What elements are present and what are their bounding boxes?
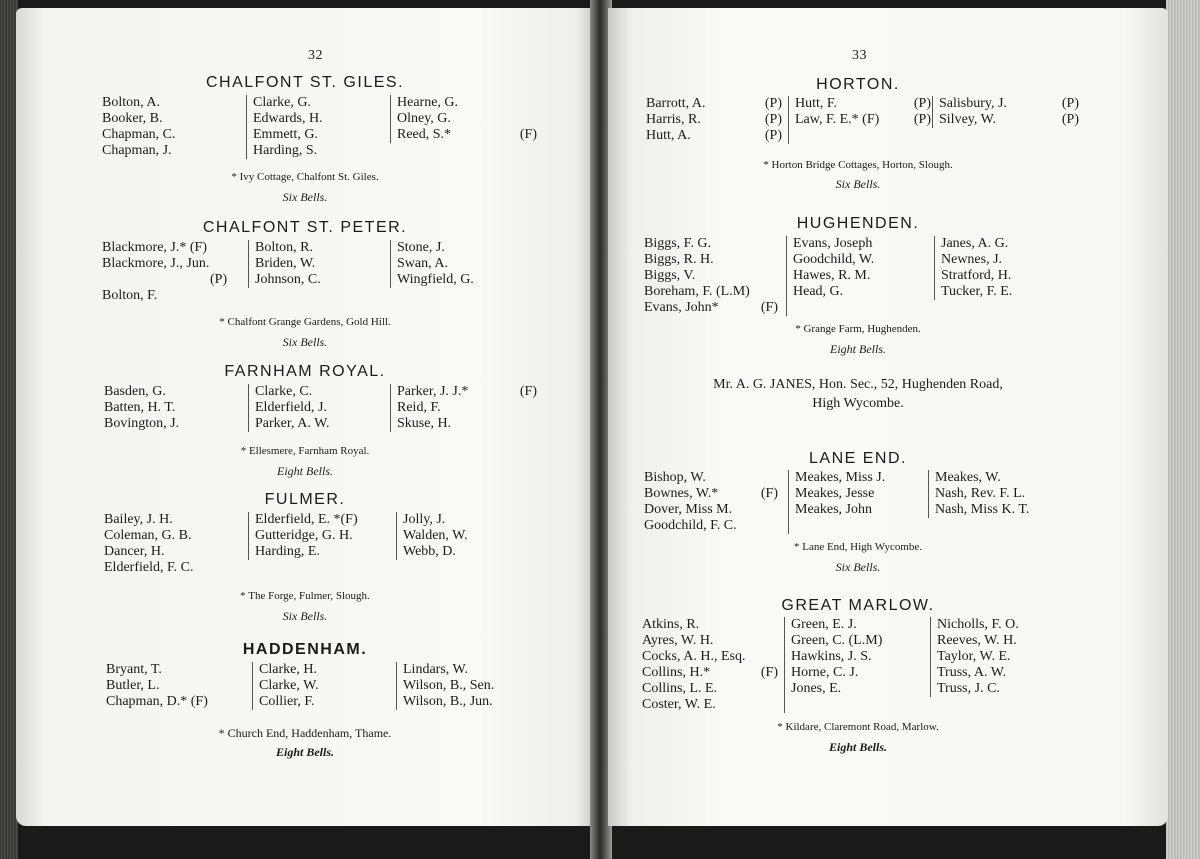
- column-1: [642, 617, 778, 713]
- list-item: Reid, F.: [397, 400, 441, 415]
- footnote: * Ellesmere, Farnham Royal.: [240, 445, 370, 457]
- list-item: Wilson, B., Jun.: [403, 694, 493, 709]
- list-item: Basden, G.: [104, 384, 166, 399]
- section-title: HADDENHAM.: [242, 641, 368, 658]
- list-item: Head, G.: [793, 284, 844, 299]
- list-item: Walden, W.: [403, 528, 468, 543]
- list-item: Horne, C. J.: [791, 665, 859, 680]
- column-1: [102, 95, 176, 159]
- section-title: FARNHAM ROYAL.: [224, 363, 386, 380]
- list-item: Ayres, W. H.: [642, 633, 714, 648]
- hon-sec-notice: [608, 375, 1108, 413]
- list-item: Parker, J. J.* (F): [397, 384, 537, 399]
- column-2: [784, 617, 882, 713]
- list-item: Collins, H.* (F): [642, 665, 778, 680]
- column-3: [930, 617, 1019, 697]
- list-item: Batten, H. T.: [104, 400, 176, 415]
- list-item: Coleman, G. B.: [104, 528, 192, 543]
- list-item: Edwards, H.: [253, 111, 323, 126]
- footnote: * Church End, Haddenham, Thame.: [218, 726, 392, 740]
- list-item: Taylor, W. E.: [937, 649, 1011, 664]
- list-item: Meakes, John: [795, 502, 872, 517]
- bells-count: Eight Bells.: [828, 740, 887, 754]
- section-haddenham: [16, 641, 594, 759]
- section-title: GREAT MARLOW.: [781, 597, 935, 614]
- footnote: * The Forge, Fulmer, Slough.: [240, 590, 370, 602]
- list-item: Olney, G.: [397, 111, 451, 126]
- list-item: Newnes, J.: [941, 252, 1003, 267]
- hon-sec-line-2: High Wycombe.: [812, 396, 904, 411]
- list-item: Swan, A.: [397, 256, 448, 271]
- list-item: Elderfield, E. *(F): [255, 512, 358, 527]
- list-item: Bovington, J.: [104, 416, 180, 431]
- list-item: Janes, A. G.: [941, 236, 1009, 251]
- list-item: Evans, John* (F): [644, 300, 778, 315]
- page-number: 32: [308, 48, 323, 63]
- footnote: * Chalfont Grange Gardens, Gold Hill.: [219, 316, 391, 328]
- section-great-marlow: [608, 597, 1108, 754]
- list-item: Stone, J.: [397, 240, 445, 255]
- section-chalfont-st-giles: [16, 74, 594, 204]
- list-item: Wilson, B., Sen.: [403, 678, 495, 693]
- list-item: Hearne, G.: [397, 95, 459, 110]
- column-1: [104, 512, 193, 576]
- list-item: Blackmore, J., Jun.: [102, 256, 210, 271]
- column-2: [248, 384, 330, 432]
- list-item: Emmett, G.: [253, 127, 318, 142]
- section-title: HUGHENDEN.: [796, 215, 920, 232]
- list-item: Skuse, H.: [397, 416, 452, 431]
- list-item: Tucker, F. E.: [941, 284, 1013, 299]
- column-2: [246, 95, 323, 159]
- column-1: [646, 96, 782, 144]
- column-3: [396, 512, 468, 560]
- list-item: Nash, Rev. F. L.: [935, 486, 1026, 501]
- list-item: Webb, D.: [403, 544, 456, 559]
- section-title: FULMER.: [264, 491, 346, 508]
- list-item: Meakes, W.: [935, 470, 1001, 485]
- list-item: Meakes, Miss J.: [795, 470, 886, 485]
- list-item: Stratford, H.: [941, 268, 1012, 283]
- column-3: [390, 384, 537, 432]
- list-item: Bownes, W.* (F): [644, 486, 778, 501]
- column-2: [248, 512, 358, 560]
- list-item: (P): [210, 272, 228, 287]
- list-item: Truss, J. C.: [937, 681, 1000, 696]
- bells-count: Six Bells.: [282, 335, 328, 349]
- list-item: Biggs, V.: [644, 268, 696, 283]
- bells-count: Six Bells.: [835, 177, 881, 191]
- column-2: [786, 236, 933, 316]
- footnote: * Ivy Cottage, Chalfont St. Giles.: [231, 171, 379, 183]
- bells-count: Six Bells.: [282, 609, 328, 623]
- list-item: Hawkins, J. S.: [791, 649, 872, 664]
- list-item: Chapman, D.* (F): [106, 694, 208, 709]
- list-item: Boreham, F. (L.M): [644, 284, 750, 299]
- column-2: [252, 662, 319, 710]
- list-item: Hutt, F. (P): [795, 96, 931, 111]
- list-item: Reeves, W. H.: [937, 633, 1017, 648]
- column-3: [390, 95, 537, 143]
- column-1: [102, 240, 227, 304]
- list-item: Reed, S.* (F): [397, 127, 537, 142]
- section-title: CHALFONT ST. PETER.: [202, 219, 408, 236]
- right-page: [608, 8, 1168, 826]
- section-title: CHALFONT ST. GILES.: [205, 74, 405, 91]
- list-item: Silvey, W. (P): [939, 112, 1079, 127]
- list-item: Salisbury, J. (P): [939, 96, 1079, 111]
- bells-count: Six Bells.: [282, 190, 328, 204]
- list-item: Hutt, A. (P): [646, 128, 782, 143]
- column-3: [396, 662, 494, 710]
- list-item: Green, E. J.: [791, 617, 857, 632]
- list-item: Chapman, C.: [102, 127, 176, 142]
- list-item: Bryant, T.: [106, 662, 162, 677]
- bells-count: Eight Bells.: [275, 745, 334, 759]
- list-item: Elderfield, J.: [255, 400, 327, 415]
- list-item: Bolton, A.: [102, 95, 160, 110]
- page-number: 33: [852, 48, 867, 63]
- page-edges-right: [1166, 0, 1200, 859]
- list-item: Elderfield, F. C.: [104, 560, 194, 575]
- list-item: Lindars, W.: [403, 662, 468, 677]
- section-hughenden: [608, 215, 1108, 356]
- list-item: Biggs, R. H.: [644, 252, 714, 267]
- list-item: Green, C. (L.M): [791, 633, 883, 648]
- list-item: Gutteridge, G. H.: [255, 528, 353, 543]
- list-item: Jolly, J.: [403, 512, 446, 527]
- list-item: Briden, W.: [255, 256, 316, 271]
- column-2: [248, 240, 321, 288]
- list-item: Cocks, A. H., Esq.: [642, 649, 746, 664]
- list-item: Clarke, W.: [259, 678, 319, 693]
- list-item: Chapman, J.: [102, 143, 172, 158]
- section-title: LANE END.: [809, 450, 907, 467]
- hon-sec-line-1: Mr. A. G. JANES, Hon. Sec., 52, Hughenden Road,: [713, 377, 1003, 392]
- column-1: [106, 662, 208, 710]
- list-item: Collins, L. E.: [642, 681, 718, 696]
- list-item: Goodchild, F. C.: [644, 518, 737, 533]
- list-item: Dover, Miss M.: [644, 502, 733, 517]
- bells-count: Eight Bells.: [277, 464, 333, 478]
- section-title: HORTON.: [816, 76, 900, 93]
- list-item: Jones, E.: [791, 681, 842, 696]
- list-item: Clarke, G.: [253, 95, 311, 110]
- column-3: [390, 240, 474, 288]
- list-item: Nicholls, F. O.: [937, 617, 1019, 632]
- column-2: [788, 470, 885, 534]
- list-item: Bailey, J. H.: [104, 512, 173, 527]
- list-item: Atkins, R.: [642, 617, 700, 632]
- left-page: [16, 8, 594, 826]
- list-item: Clarke, C.: [255, 384, 313, 399]
- footnote: * Horton Bridge Cottages, Horton, Slough.: [763, 159, 953, 171]
- list-item: Harding, S.: [253, 143, 318, 158]
- column-3: [934, 236, 1012, 300]
- list-item: Biggs, F. G.: [644, 236, 711, 251]
- list-item: Barrott, A. (P): [646, 96, 782, 111]
- list-item: Harding, E.: [255, 544, 320, 559]
- list-item: Bolton, F.: [102, 288, 158, 303]
- list-item: Goodchild, W.: [793, 252, 875, 267]
- footnote: * Kildare, Claremont Road, Marlow.: [777, 721, 939, 733]
- list-item: Collier, F.: [259, 694, 315, 709]
- footnote: * Grange Farm, Hughenden.: [795, 323, 921, 335]
- list-item: Truss, A. W.: [937, 665, 1007, 680]
- list-item: Law, F. E.* (F) (P): [795, 112, 931, 127]
- column-1: [644, 236, 778, 316]
- column-3: [928, 470, 1029, 518]
- list-item: Nash, Miss K. T.: [935, 502, 1030, 517]
- footnote: * Lane End, High Wycombe.: [793, 541, 923, 553]
- list-item: Johnson, C.: [255, 272, 321, 287]
- column-1: [104, 384, 179, 432]
- list-item: Hawes, R. M.: [793, 268, 871, 283]
- list-item: Clarke, H.: [259, 662, 317, 677]
- bells-count: Six Bells.: [835, 560, 881, 574]
- section-fulmer: [16, 491, 594, 623]
- section-chalfont-st-peter: [16, 219, 594, 349]
- section-farnham-royal: [16, 363, 594, 478]
- list-item: Parker, A. W.: [255, 416, 330, 431]
- list-item: Bishop, W.: [644, 470, 706, 485]
- list-item: Blackmore, J.* (F): [102, 240, 207, 255]
- bells-count: Eight Bells.: [830, 342, 886, 356]
- section-horton: [608, 76, 1108, 191]
- column-2: [788, 96, 931, 144]
- column-1: [644, 470, 778, 534]
- column-3: [932, 96, 1079, 128]
- list-item: Wingfield, G.: [397, 272, 474, 287]
- list-item: Harris, R. (P): [646, 112, 782, 127]
- list-item: Dancer, H.: [104, 544, 165, 559]
- list-item: Bolton, R.: [255, 240, 313, 255]
- list-item: Meakes, Jesse: [795, 486, 875, 501]
- list-item: Booker, B.: [102, 111, 163, 126]
- section-lane-end: [608, 450, 1108, 574]
- list-item: Butler, L.: [106, 678, 160, 693]
- list-item: Coster, W. E.: [642, 697, 716, 712]
- list-item: Evans, Joseph: [793, 236, 873, 251]
